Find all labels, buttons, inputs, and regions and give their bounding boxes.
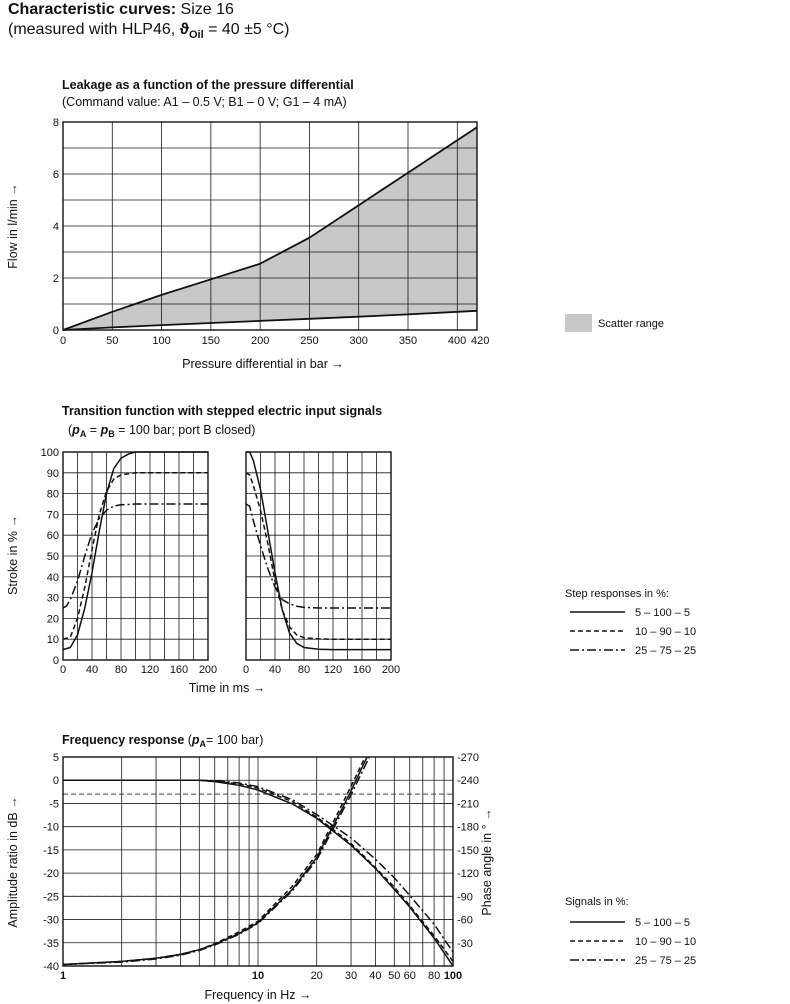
- signals-legend: [570, 917, 696, 967]
- header-subtitle-pre: (measured with HLP46,: [8, 21, 180, 38]
- leakage-x-tick: 50: [106, 335, 119, 347]
- leakage-x-tick: 200: [250, 335, 270, 347]
- leakage-y-tick: 2: [52, 273, 59, 285]
- frequency-chart: [6, 717, 696, 1002]
- transition-x-tick: 40: [85, 664, 99, 676]
- transition-y-tick: 30: [46, 592, 59, 605]
- frequency-y2-tick: -180: [457, 821, 480, 834]
- transition-y-tick: 70: [46, 509, 59, 522]
- leakage-title: Leakage as a function of the pressure differential: [62, 78, 354, 92]
- frequency-y2-tick: -120: [457, 868, 480, 881]
- transition-title: Transition function with stepped electric input signals: [62, 404, 383, 418]
- leakage-y-tick: 8: [52, 117, 59, 129]
- header-subtitle-post: = 40 ±5 °C): [203, 21, 290, 38]
- transition-x-tick: 160: [169, 664, 189, 676]
- leakage-x-label: Pressure differential in bar →: [182, 357, 344, 371]
- transition-y-tick: 10: [46, 634, 59, 647]
- leakage-x-tick: 420: [471, 335, 490, 347]
- frequency-x-tick: 20: [310, 970, 323, 982]
- step-legend-label-0: 5 – 100 – 5: [635, 607, 691, 619]
- frequency-title: Frequency response ($p_A= 100$ bar): [62, 733, 264, 749]
- transition-y-tick: 100: [40, 447, 59, 459]
- frequency-x-tick: 60: [403, 970, 416, 982]
- transition-x-tick: 120: [323, 664, 343, 676]
- theta-subscript: Oil: [188, 29, 204, 42]
- leakage-x-tick: 150: [201, 335, 221, 347]
- frequency-y-label: Amplitude ratio in dB →: [6, 796, 20, 928]
- transition-x-tick: 0: [242, 664, 250, 676]
- step-legend: [570, 607, 696, 657]
- signals-legend-label-0: 5 – 100 – 5: [635, 917, 691, 929]
- header-title-bold: Characteristic curves:: [8, 1, 177, 18]
- signals-legend-title: Signals in %:: [565, 896, 629, 908]
- frequency-y2-tick: -30: [457, 937, 473, 950]
- scatter-range-area: [63, 127, 477, 330]
- leakage-x-tick: 250: [300, 335, 319, 347]
- frequency-y2-tick: -60: [457, 914, 473, 927]
- theta-symbol: ϑ: [179, 21, 189, 38]
- frequency-x-tick: 10: [251, 970, 265, 982]
- frequency-y2-label: Phase angle in ° →: [480, 808, 494, 916]
- signals-legend-label-1: 10 – 90 – 10: [635, 936, 697, 948]
- transition-y-label: Stroke in % →: [6, 515, 20, 595]
- phase-curve-1: [63, 717, 385, 965]
- frequency-y-tick: -10: [43, 821, 59, 834]
- frequency-x-tick: 100: [443, 970, 463, 982]
- scatter-range-legend-label: Scatter range: [598, 318, 665, 330]
- transition-y-tick: 0: [52, 655, 59, 667]
- leakage-x-tick: 400: [447, 335, 467, 347]
- frequency-y2-tick: -240: [457, 775, 480, 788]
- leakage-x-tick: 300: [349, 335, 368, 347]
- transition-y-tick: 90: [46, 467, 59, 480]
- frequency-y-tick: -35: [43, 937, 59, 950]
- frequency-y-tick: 0: [52, 775, 59, 788]
- leakage-y-tick: 6: [52, 169, 59, 181]
- step-legend-label-2: 25 – 75 – 25: [635, 645, 697, 657]
- transition-y-tick: 40: [46, 571, 59, 584]
- scatter-range-legend-swatch: [565, 314, 592, 332]
- leakage-chart: [6, 78, 664, 371]
- frequency-y-tick: -40: [43, 961, 59, 973]
- transition-x-tick: 120: [140, 664, 160, 676]
- frequency-x-tick: 30: [344, 970, 358, 982]
- frequency-y2-tick: -270: [457, 752, 480, 764]
- phase-curve-2: [63, 725, 385, 964]
- step-legend-title: Step responses in %:: [565, 588, 669, 600]
- transition-y-tick: 60: [46, 530, 59, 543]
- transition-x-tick: 40: [268, 664, 282, 676]
- frequency-y-tick: -5: [49, 798, 59, 811]
- transition-x-tick: 200: [198, 664, 218, 676]
- frequency-x-label: Frequency in Hz →: [204, 988, 312, 1002]
- frequency-x-tick: 1: [59, 970, 67, 982]
- leakage-y-tick: 4: [52, 221, 59, 233]
- transition-chart: [6, 404, 696, 695]
- signals-legend-label-2: 25 – 75 – 25: [635, 955, 697, 967]
- frequency-x-tick: 50: [388, 970, 401, 982]
- leakage-subtitle: (Command value: A1 – 0.5 V; B1 – 0 V; G1 – 4 mA): [62, 95, 347, 109]
- frequency-y-tick: -20: [43, 868, 59, 881]
- transition-x-label: Time in ms →: [188, 681, 266, 695]
- frequency-y-tick: -25: [43, 891, 59, 904]
- frequency-x-tick: 40: [369, 970, 382, 982]
- header-title-rest: Size 16: [176, 1, 234, 18]
- frequency-x-tick: 80: [427, 970, 441, 982]
- leakage-x-tick: 100: [152, 335, 171, 347]
- frequency-y-tick: 5: [52, 752, 59, 764]
- transition-x-tick: 80: [297, 664, 311, 676]
- frequency-y2-tick: -210: [457, 798, 480, 811]
- leakage-x-tick: 0: [59, 335, 67, 347]
- transition-x-tick: 80: [114, 664, 128, 676]
- frequency-y-tick: -30: [43, 914, 59, 927]
- leakage-y-label: Flow in l/min →: [6, 183, 20, 269]
- leakage-x-tick: 350: [398, 335, 418, 347]
- transition-x-tick: 160: [352, 664, 372, 676]
- transition-subtitle: ($p_A = p_B = 100$ bar; port B closed): [68, 423, 256, 439]
- transition-y-tick: 80: [46, 488, 59, 501]
- transition-y-tick: 20: [46, 613, 59, 626]
- frequency-y2-tick: -90: [457, 891, 473, 904]
- frequency-y2-tick: -150: [457, 844, 480, 857]
- transition-x-tick: 0: [59, 664, 67, 676]
- leakage-y-tick: 0: [52, 325, 59, 337]
- transition-y-tick: 50: [46, 551, 59, 563]
- transition-x-tick: 200: [381, 664, 401, 676]
- step-legend-label-1: 10 – 90 – 10: [635, 626, 697, 638]
- frequency-y-tick: -15: [43, 844, 59, 857]
